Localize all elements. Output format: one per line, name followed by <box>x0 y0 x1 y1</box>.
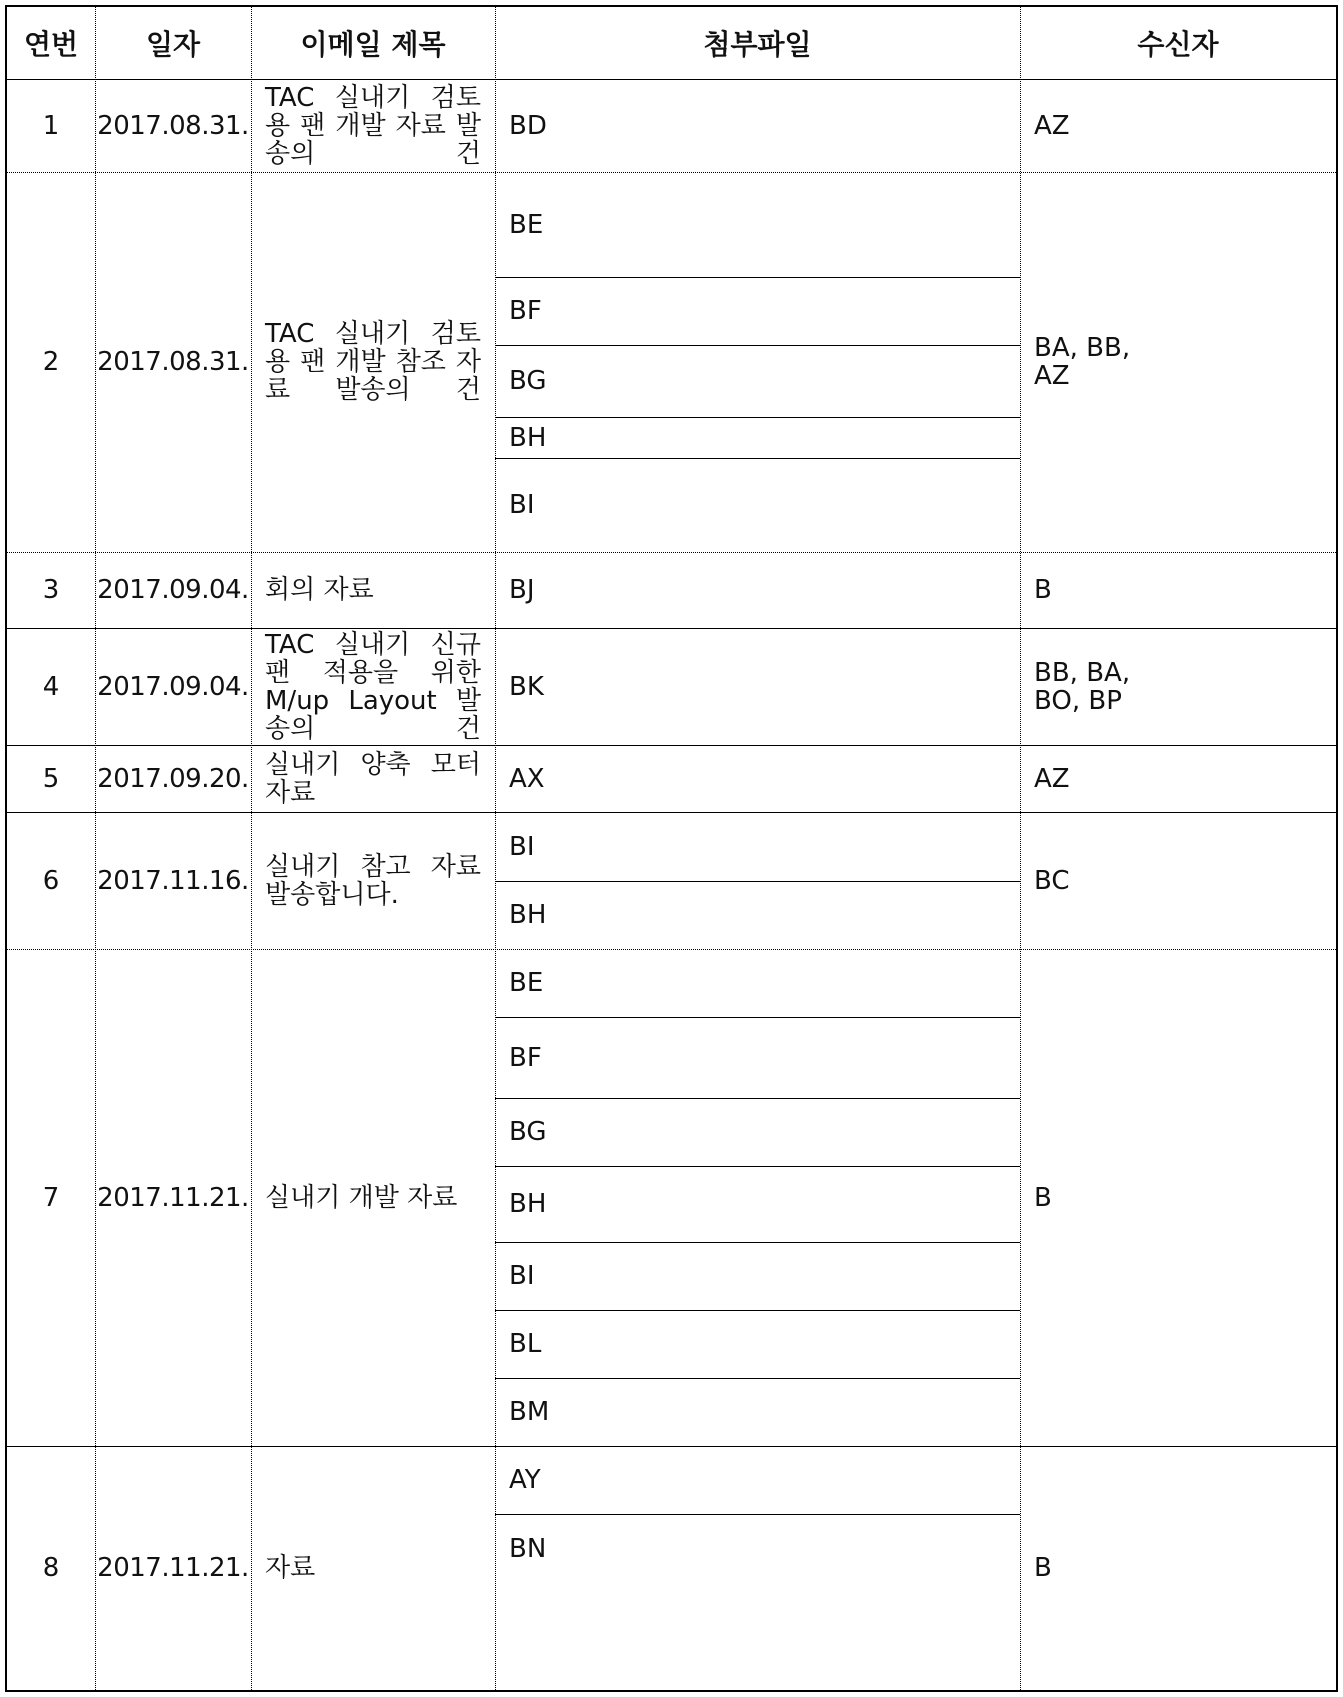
recipients: BA, BB, AZ <box>1034 333 1131 391</box>
recipients: BC <box>1034 865 1070 896</box>
row-number: 1 <box>42 110 60 141</box>
attachment-file: BE <box>509 968 544 998</box>
attachment-file: BN <box>509 1534 547 1564</box>
recipients: B <box>1034 1182 1052 1213</box>
row-number: 5 <box>42 763 60 794</box>
row-number: 7 <box>42 1182 60 1213</box>
row-date: 2017.09.04. <box>97 575 249 605</box>
row-date: 2017.11.21. <box>97 1553 249 1583</box>
attachment-file: AY <box>509 1465 541 1495</box>
email-subject: TAC 실내기 신규 팬 적용을 위한 M/up Layout 발송의 건 <box>265 629 481 744</box>
email-subject: 실내기 참고 자료 발송합니다. <box>265 851 481 910</box>
row-date: 2017.11.16. <box>97 865 249 896</box>
email-subject: TAC 실내기 검토용 팬 개발 참조 자료 발송의 건 <box>265 319 481 405</box>
header-attachments: 첨부파일 <box>703 28 812 61</box>
email-subject: TAC 실내기 검토용 팬 개발 자료 발송의 건 <box>265 82 481 169</box>
row-number: 2 <box>42 347 60 377</box>
attachment-file: BI <box>509 1261 535 1291</box>
attachment-file: BH <box>509 422 547 453</box>
attachment-file: AX <box>509 763 545 794</box>
email-subject: 실내기 개발 자료 <box>265 1182 458 1213</box>
row-date: 2017.08.31. <box>97 347 249 377</box>
header-date: 일자 <box>145 28 201 61</box>
recipients: AZ <box>1034 110 1070 141</box>
attachment-file: BJ <box>509 575 535 605</box>
attachment-table <box>5 5 1338 1692</box>
attachment-file: BG <box>509 1117 547 1147</box>
row-number: 3 <box>42 575 60 605</box>
row-date: 2017.09.04. <box>97 671 249 702</box>
attachment-file: BK <box>509 671 544 702</box>
email-subject: 회의 자료 <box>265 575 374 605</box>
header-subject: 이메일 제목 <box>300 28 446 61</box>
attachment-file: BH <box>509 900 547 930</box>
row-number: 6 <box>42 865 60 896</box>
attachment-file: BF <box>509 296 542 326</box>
header-no: 연번 <box>23 28 79 61</box>
row-number: 8 <box>42 1553 60 1583</box>
recipients: AZ <box>1034 763 1070 794</box>
attachment-file: BM <box>509 1397 550 1427</box>
attachment-file: BL <box>509 1329 542 1359</box>
header-recipients: 수신자 <box>1137 28 1219 61</box>
row-date: 2017.08.31. <box>97 110 249 141</box>
email-subject: 자료 <box>265 1553 316 1583</box>
recipients: BB, BA, BO, BP <box>1034 657 1131 716</box>
row-date: 2017.11.21. <box>97 1182 249 1213</box>
email-subject: 실내기 양축 모터 자료 <box>265 749 481 808</box>
attachment-file: BF <box>509 1042 542 1073</box>
row-date: 2017.09.20. <box>97 763 249 794</box>
attachment-file: BG <box>509 366 547 396</box>
row-number: 4 <box>42 671 60 702</box>
recipients: B <box>1034 1553 1052 1583</box>
attachment-file: BI <box>509 490 535 520</box>
recipients: B <box>1034 575 1052 605</box>
attachment-file: BD <box>509 110 547 141</box>
attachment-file: BI <box>509 831 535 862</box>
attachment-file: BH <box>509 1189 547 1219</box>
attachment-file: BE <box>509 209 544 240</box>
